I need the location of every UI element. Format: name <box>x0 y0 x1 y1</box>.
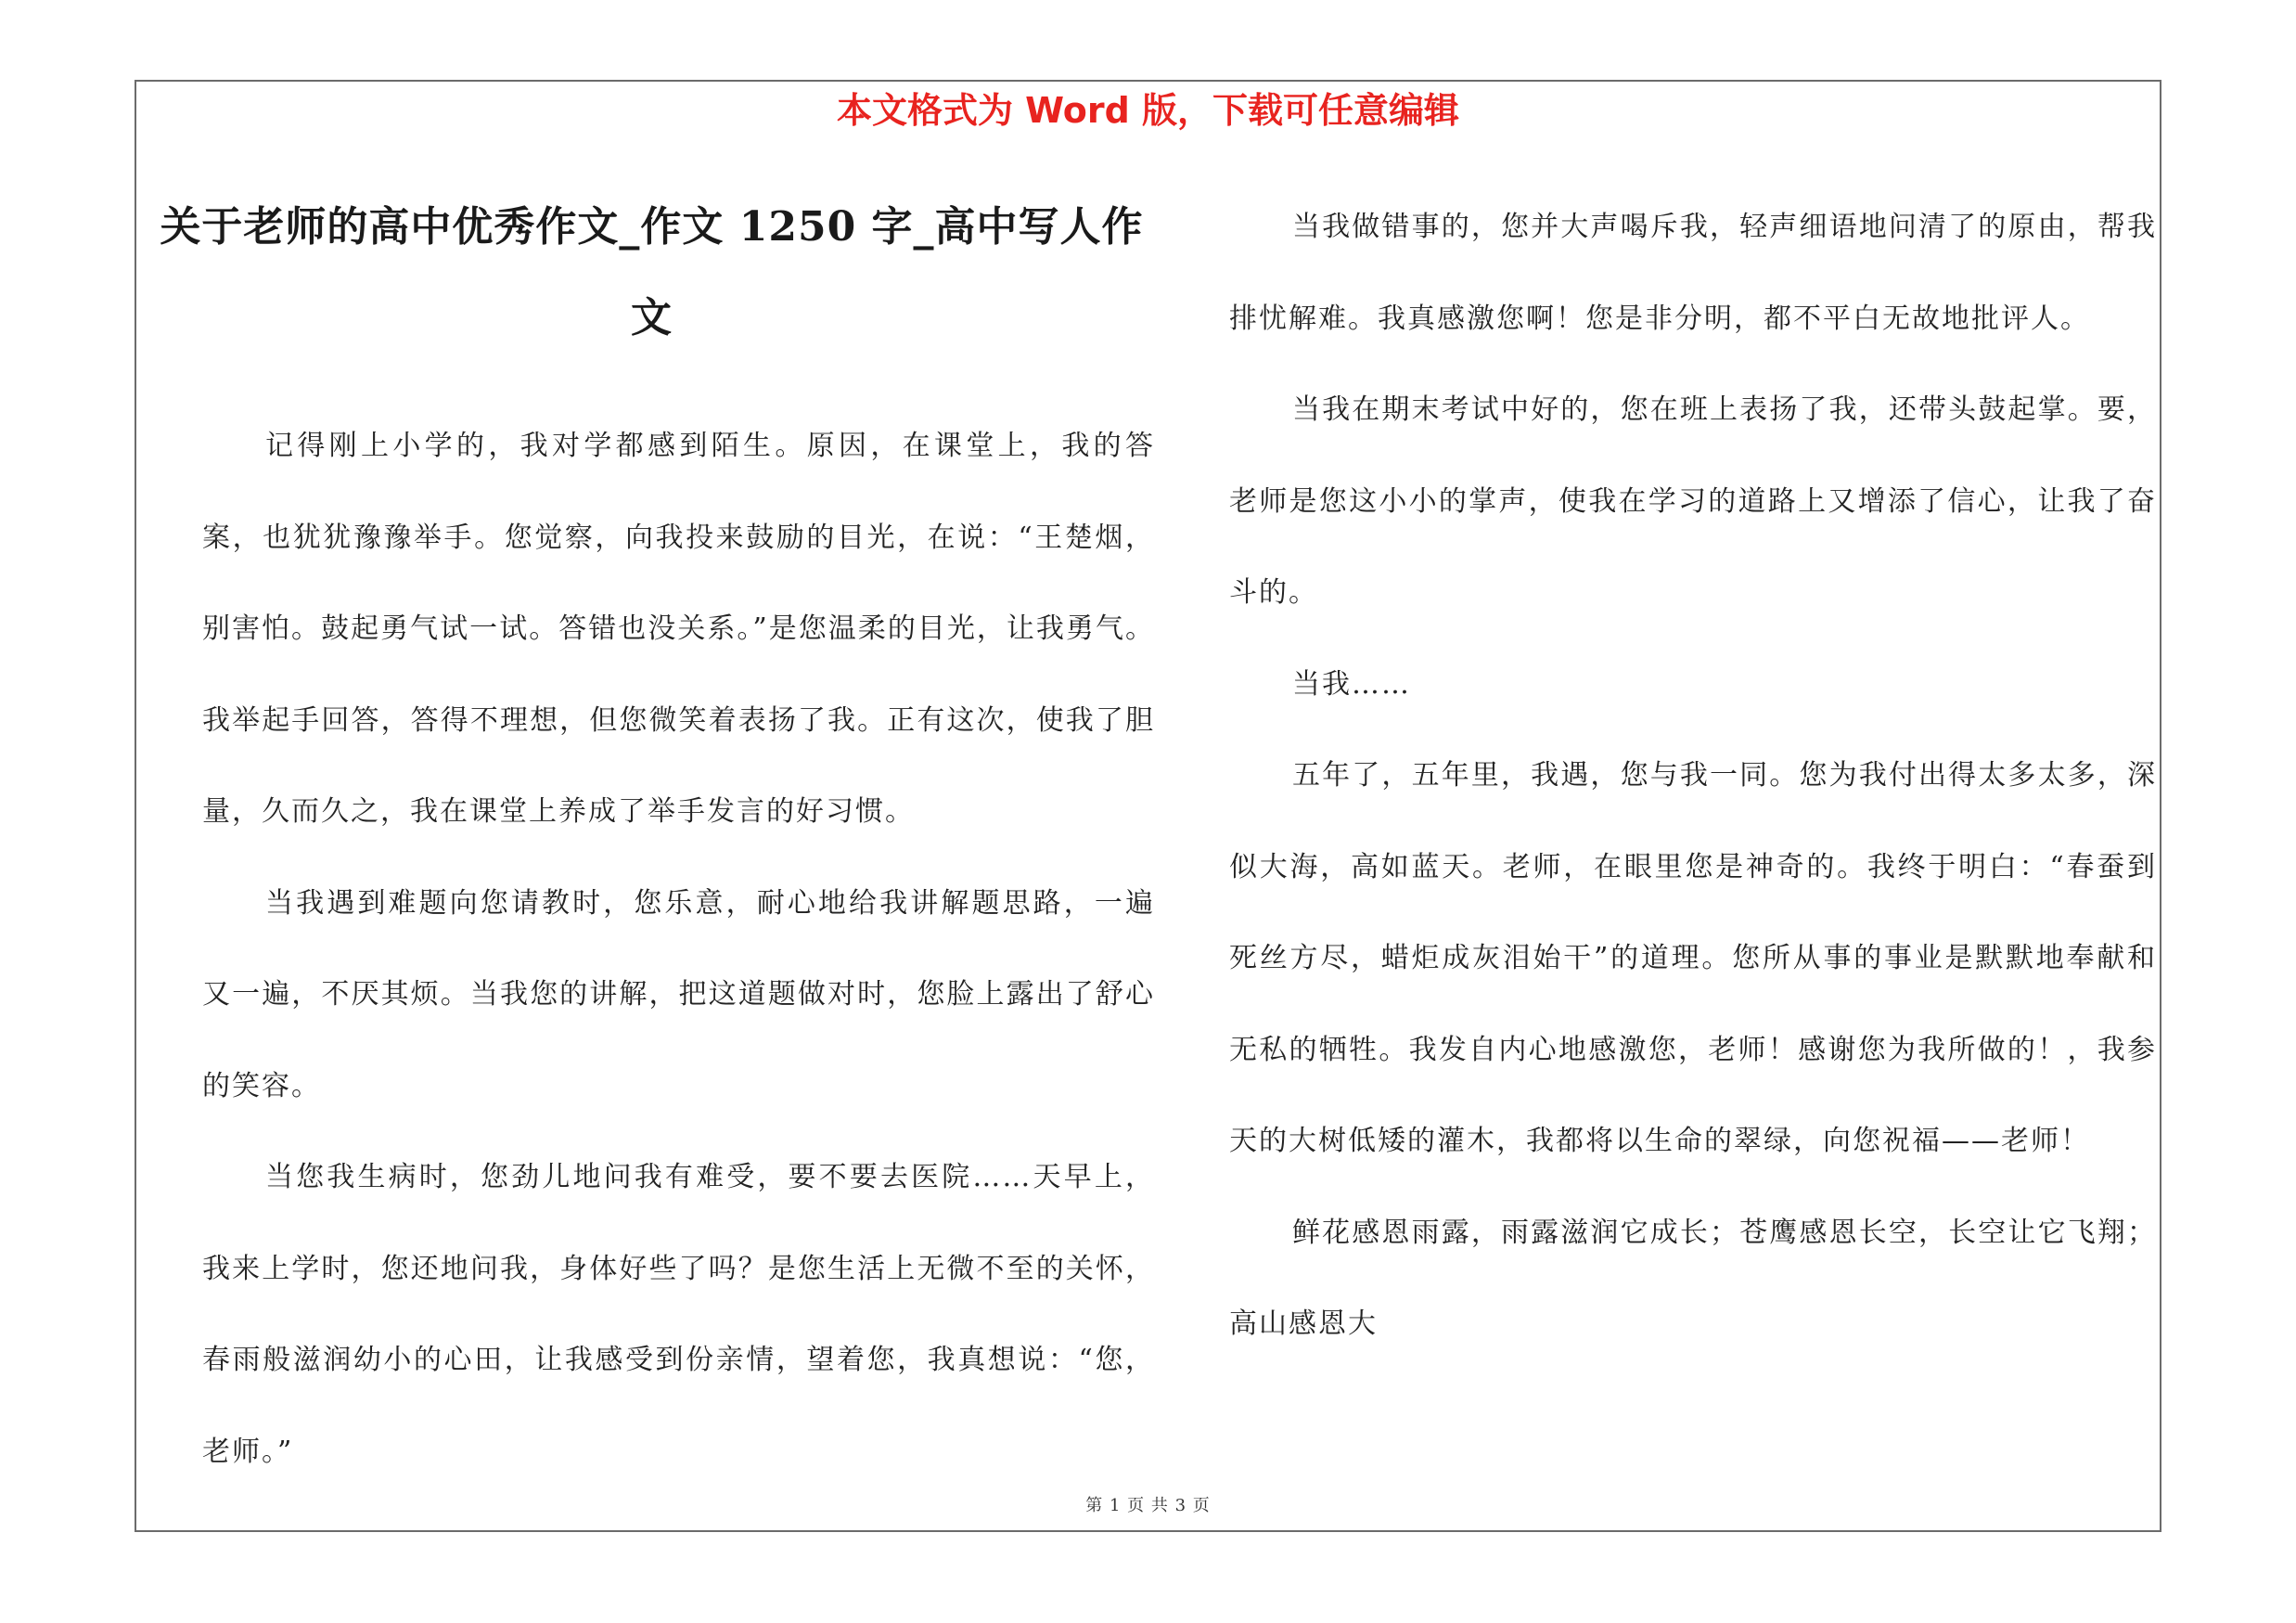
document-title: 关于老师的高中优秀作文_作文 1250 字_高中写人作文 <box>160 203 1144 341</box>
paragraph: 当您我生病时，您劲儿地问我有难受，要不要去医院……天早上，我来上学时，您还地问我，身体好些了吗？是您生活上无微不至的关怀，春雨般滋润幼小的心田，让我感受到份亲情，望着您，我真想说：“您，老师。” <box>202 1161 1155 1468</box>
paragraph: 当我在期末考试中好的，您在班上表扬了我，还带头鼓起掌。要，老师是您这小小的掌声，使我在学习的道路上又增添了信心，让我了奋斗的。 <box>1229 393 2157 609</box>
paragraph: 五年了，五年里，我遇，您与我一同。您为我付出得太多太多，深似大海，高如蓝天。老师，在眼里您是神奇的。我终于明白：“春蚕到死丝方尽，蜡炬成灰泪始干”的道理。您所从事的事业是默默地奉献和无私的牺牲。我发自内心地感激您，老师！感谢您为我所做的！，我参天的大树低矮的灌木，我都将以生命的翠绿，向您祝福——老师！ <box>1229 759 2157 1157</box>
right-column <box>1229 182 2157 1371</box>
paragraph: 记得刚上小学的，我对学都感到陌生。原因，在课堂上，我的答案，也犹犹豫豫举手。您觉察，向我投来鼓励的目光，在说：“王楚烟，别害怕。鼓起勇气试一试。答错也没关系。”是您温柔的目光，让我勇气。我举起手回答，答得不理想，但您微笑着表扬了我。正有这次，使我了胆量，久而久之，我在课堂上养成了举手发言的好习惯。 <box>202 430 1155 828</box>
paragraph: 鲜花感恩雨露，雨露滋润它成长；苍鹰感恩长空，长空让它飞翔；高山感恩大 <box>1229 1216 2157 1340</box>
word-format-banner: 本文格式为 Word 版，下载可任意编辑 <box>836 90 1460 131</box>
page-number-footer: 第 1 页 共 3 页 <box>1085 1496 1211 1515</box>
paragraph: 当我遇到难题向您请教时，您乐意，耐心地给我讲解题思路，一遍又一遍，不厌其烦。当我您的讲解，把这道题做对时，您脸上露出了舒心的笑容。 <box>202 886 1155 1102</box>
paragraph: 当我…… <box>1292 667 1411 701</box>
left-column <box>148 182 1155 1498</box>
paragraph: 当我做错事的，您并大声喝斥我，轻声细语地问清了的原由，帮我排忧解难。我真感激您啊！您是非分明，都不平白无故地批评人。 <box>1229 211 2157 335</box>
